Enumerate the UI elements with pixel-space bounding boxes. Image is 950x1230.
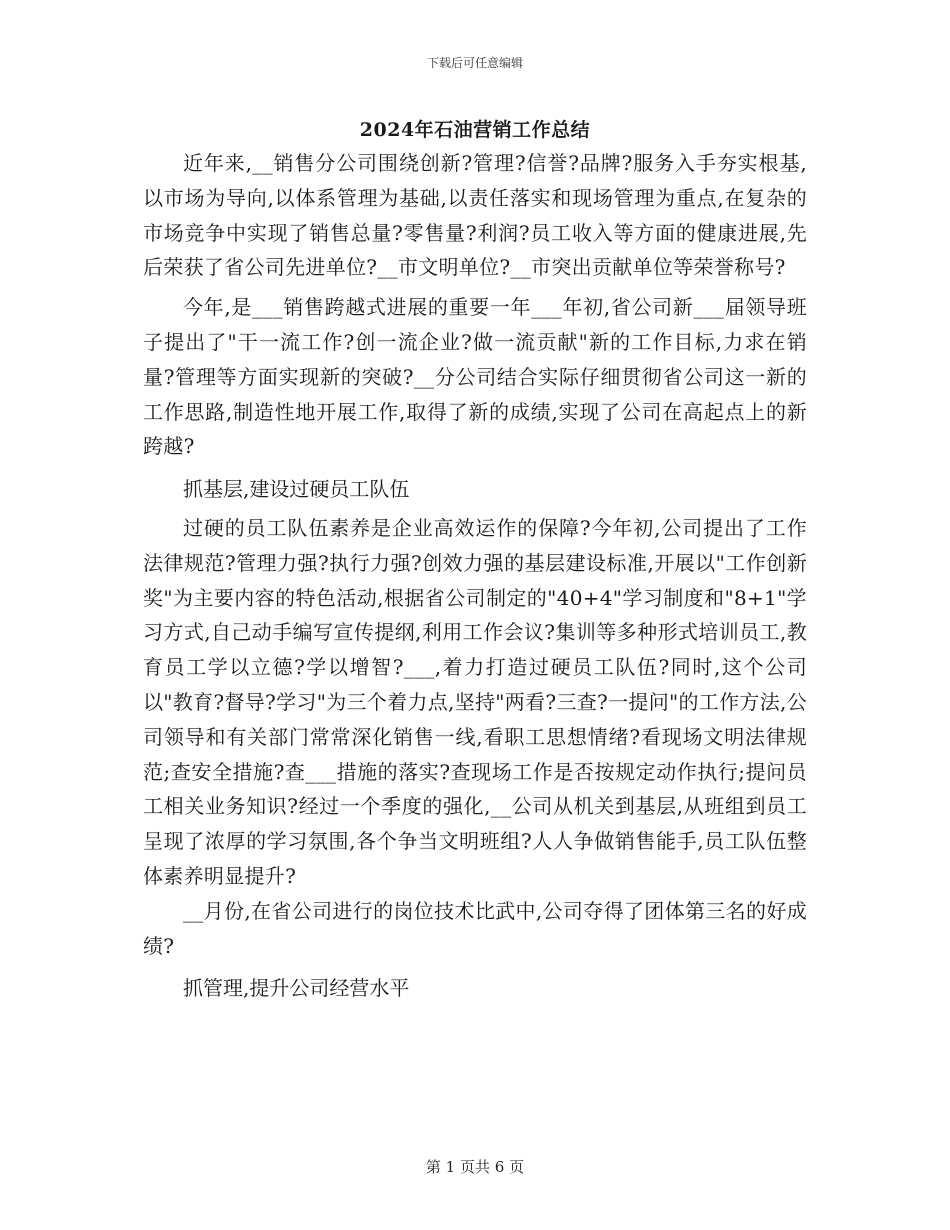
document-body <box>143 146 807 1010</box>
paragraph-this-year: 今年,是___销售跨越式进展的重要一年___年初,省公司新___届领导班子提出了"干一流工作?创一流企业?做一流贡献"新的工作目标,力求在销量?管理等方面实现新的突破?__分公司结合实际仔细贯彻省公司这一新的工作思路,制造性地开展工作,取得了新的成绩,实现了公司在高起点上的新跨越? <box>143 295 807 459</box>
section-heading-team: 抓基层,建设过硬员工队伍 <box>183 477 410 502</box>
document-title: 2024年石油营销工作总结 <box>359 119 591 141</box>
paragraph-intro: 近年来,__销售分公司围绕创新?管理?信誉?品牌?服务入手夯实根基,以市场为导向,以体系管理为基础,以责任落实和现场管理为重点,在复杂的市场竞争中实现了销售总量?零售量?利润?员工收入等方面的健康进展,先后荣获了省公司先进单位?__市文明单位?__市突出贡献单位等荣誉称号? <box>143 151 807 280</box>
header-note: 下载后可任意编辑 <box>426 56 523 70</box>
paragraph-competition: __月份,在省公司进行的岗位技术比武中,公司夺得了团体第三名的好成绩? <box>143 898 807 958</box>
paragraph-team: 过硬的员工队伍素养是企业高效运作的保障?今年初,公司提出了工作法律规范?管理力强?执行力强?创效力强的基层建设标准,开展以"工作创新奖"为主要内容的特色活动,根据省公司制定的"40+4"学习制度和"8+1"学习方式,自己动手编写宣传提纲,利用工作会议?集训等多种形式培训员工,教育员工学以立德?学以增智?___,着力打造过硬员工队伍?同时,这个公司以"教育?督导?学习"为三个着力点,坚持"两看?三查?一提问"的工作方法,公司领导和有关部门常常深化销售一线,看职工思想情绪?看现场文明法律规范;查安全措施?查___措施的落实?查现场工作是否按规定动作执行;提问员工相关业务知识?经过一个季度的强化,__公司从机关到基层,从班组到员工呈现了浓厚的学习氛围,各个争当文明班组?人人争做销售能手,员工队伍整体素养明显提升? <box>143 515 807 888</box>
section-heading-management: 抓管理,提升公司经营水平 <box>183 976 410 1001</box>
page-number: 第 1 页共 6 页 <box>425 1158 525 1176</box>
